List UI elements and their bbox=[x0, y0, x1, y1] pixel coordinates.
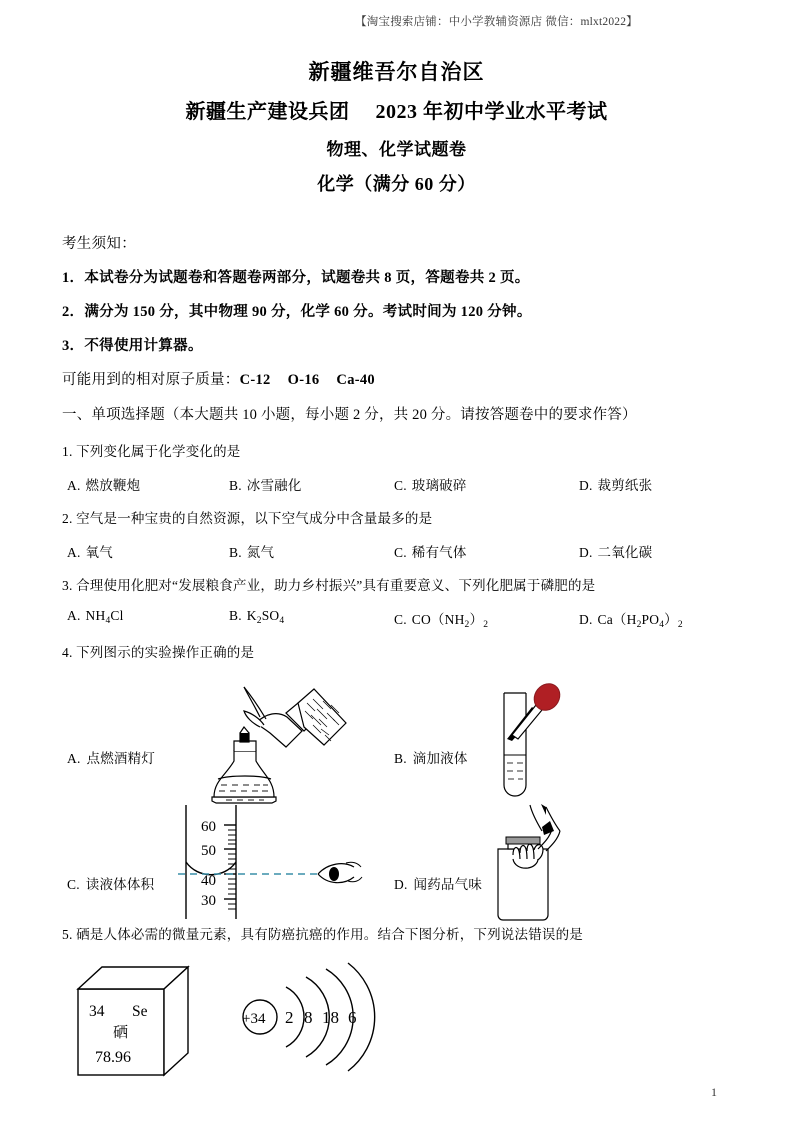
question-5-stem: 5. 硒是人体必需的微量元素，具有防癌抗癌的作用。结合下图分析，下列说法错误的是 bbox=[62, 927, 583, 942]
svg-text:40: 40 bbox=[201, 873, 216, 889]
question-2-options bbox=[62, 541, 732, 558]
atom-shell-2: 8 bbox=[304, 1008, 313, 1027]
option-text: 滴加液体 bbox=[412, 751, 468, 766]
question-2-option-d[interactable] bbox=[579, 541, 652, 561]
title-corps: 新疆生产建设兵团 bbox=[185, 101, 350, 123]
option-label: C. bbox=[67, 877, 80, 892]
question-3-option-c[interactable] bbox=[394, 608, 488, 628]
atomic-mass-o: O-16 bbox=[287, 372, 320, 388]
question-2-option-b[interactable] bbox=[229, 541, 274, 561]
atom-shell-1: 2 bbox=[285, 1008, 294, 1027]
atom-nucleus-charge: +34 bbox=[242, 1011, 266, 1027]
option-label: A. bbox=[67, 545, 81, 560]
atomic-mass-c: C-12 bbox=[239, 372, 271, 388]
option-text: 氮气 bbox=[246, 545, 275, 560]
svg-text:60: 60 bbox=[201, 819, 216, 835]
graduated-cylinder-reading-icon bbox=[168, 805, 383, 928]
option-text: 闻药品气味 bbox=[413, 877, 483, 892]
question-2-stem: 2. 空气是一种宝贵的自然资源，以下空气成分中含量最多的是 bbox=[62, 511, 433, 526]
question-1-option-a[interactable] bbox=[67, 474, 140, 494]
question-3-options bbox=[62, 608, 732, 630]
option-label: B. bbox=[229, 478, 242, 493]
question-1-stem: 1. 下列变化属于化学变化的是 bbox=[62, 444, 241, 459]
option-label: D. bbox=[394, 877, 408, 892]
title-region: 新疆维吾尔自治区 bbox=[308, 60, 485, 84]
formula-k2so4: $K_2SO_4$ bbox=[246, 608, 285, 626]
question-4-option-d[interactable] bbox=[394, 873, 482, 893]
smelling-reagent-bottle-icon bbox=[480, 803, 595, 928]
title-chemistry-score: 化学（满分 60 分） bbox=[317, 174, 476, 194]
formula-urea: $CO(NH_2)_2$ bbox=[411, 612, 489, 630]
option-text: 稀有气体 bbox=[411, 545, 467, 560]
question-3-option-a[interactable] bbox=[67, 608, 124, 624]
notice-item-2: 2．满分为 150 分，其中物理 90 分，化学 60 分。考试时间为 120 分钟。 bbox=[62, 304, 532, 320]
option-label: C. bbox=[394, 545, 407, 560]
section-heading-multiple-choice: 一、单项选择题（本大题共 10 小题，每小题 2 分，共 20 分。请按答题卷中的要求作答） bbox=[62, 407, 637, 423]
atomic-mass-ca: Ca-40 bbox=[336, 372, 375, 388]
question-1-option-d[interactable] bbox=[579, 474, 652, 494]
question-3-stem: 3. 合理使用化肥对“发展粮食产业，助力乡村振兴”具有重要意义、下列化肥属于磷肥的是 bbox=[62, 578, 596, 593]
dropper-test-tube-icon bbox=[474, 677, 564, 807]
option-label: C. bbox=[394, 478, 407, 493]
question-4-option-a[interactable] bbox=[67, 747, 155, 767]
cube-symbol: Se bbox=[132, 1003, 148, 1020]
notice-item-1: 1．本试卷分为试题卷和答题卷两部分，试题卷共 8 页，答题卷共 2 页。 bbox=[62, 270, 530, 286]
formula-nh4cl: $NH_4Cl$ bbox=[85, 608, 124, 626]
cube-atomic-number: 34 bbox=[89, 1003, 105, 1020]
title-exam-name: 2023 年初中学业水平考试 bbox=[375, 101, 608, 123]
cube-atomic-mass: 78.96 bbox=[95, 1049, 131, 1066]
question-1-option-b[interactable] bbox=[229, 474, 302, 494]
notice-item-3: 3．不得使用计算器。 bbox=[62, 338, 203, 354]
option-text: 点燃酒精灯 bbox=[86, 751, 156, 766]
question-2-option-c[interactable] bbox=[394, 541, 467, 561]
page-number: 1 bbox=[711, 1085, 717, 1099]
option-label: D. bbox=[579, 612, 593, 627]
option-label: C. bbox=[394, 612, 407, 627]
option-text: 裁剪纸张 bbox=[597, 478, 653, 493]
question-1-option-c[interactable] bbox=[394, 474, 467, 494]
atom-shell-3: 18 bbox=[322, 1008, 339, 1027]
option-text: 二氧化碳 bbox=[597, 545, 653, 560]
question-2-option-a[interactable] bbox=[67, 541, 113, 561]
question-1-options bbox=[62, 474, 732, 491]
option-text: 玻璃破碎 bbox=[411, 478, 467, 493]
option-text: 读液体体积 bbox=[85, 877, 155, 892]
option-label: A. bbox=[67, 478, 81, 493]
option-label: D. bbox=[579, 478, 593, 493]
question-4-stem: 4. 下列图示的实验操作正确的是 bbox=[62, 645, 255, 660]
svg-text:50: 50 bbox=[201, 843, 216, 859]
option-label: B. bbox=[229, 608, 242, 623]
question-5-figures bbox=[62, 957, 732, 1092]
title-subjects: 物理、化学试题卷 bbox=[326, 140, 467, 159]
question-3-option-b[interactable] bbox=[229, 608, 284, 624]
question-4-option-c[interactable] bbox=[67, 873, 154, 893]
option-label: D. bbox=[579, 545, 593, 560]
option-label: A. bbox=[67, 608, 81, 623]
option-label: B. bbox=[229, 545, 242, 560]
question-3-option-d[interactable] bbox=[579, 608, 683, 628]
question-4-figures bbox=[62, 675, 732, 923]
svg-text:30: 30 bbox=[201, 893, 216, 909]
notice-heading: 考生须知： bbox=[62, 236, 136, 252]
formula-calcium-phosphate: $Ca(H_2PO_4)_2$ bbox=[597, 612, 683, 630]
paper-body bbox=[62, 232, 732, 1092]
atom-shell-4: 6 bbox=[348, 1008, 357, 1027]
option-label: A. bbox=[67, 751, 81, 766]
option-text: 冰雪融化 bbox=[246, 478, 302, 493]
atomic-mass-label: 可能用到的相对原子质量： bbox=[62, 372, 240, 388]
alcohol-lamp-lighting-icon bbox=[174, 683, 349, 813]
selenium-atom-structure-icon bbox=[228, 957, 403, 1080]
option-text: 燃放鞭炮 bbox=[85, 478, 141, 493]
watermark-text: 【淘宝搜索店铺：中小学教辅资源店 微信：mlxt2022】 bbox=[355, 16, 638, 28]
title-exam-line bbox=[0, 102, 793, 122]
selenium-element-cube-icon bbox=[70, 961, 200, 1091]
question-4-option-b[interactable] bbox=[394, 747, 468, 767]
option-label: B. bbox=[394, 751, 407, 766]
atomic-mass-line bbox=[62, 368, 732, 389]
cube-chinese-name: 硒 bbox=[113, 1025, 129, 1041]
option-text: 氧气 bbox=[85, 545, 113, 560]
paper-title-block bbox=[0, 62, 793, 193]
